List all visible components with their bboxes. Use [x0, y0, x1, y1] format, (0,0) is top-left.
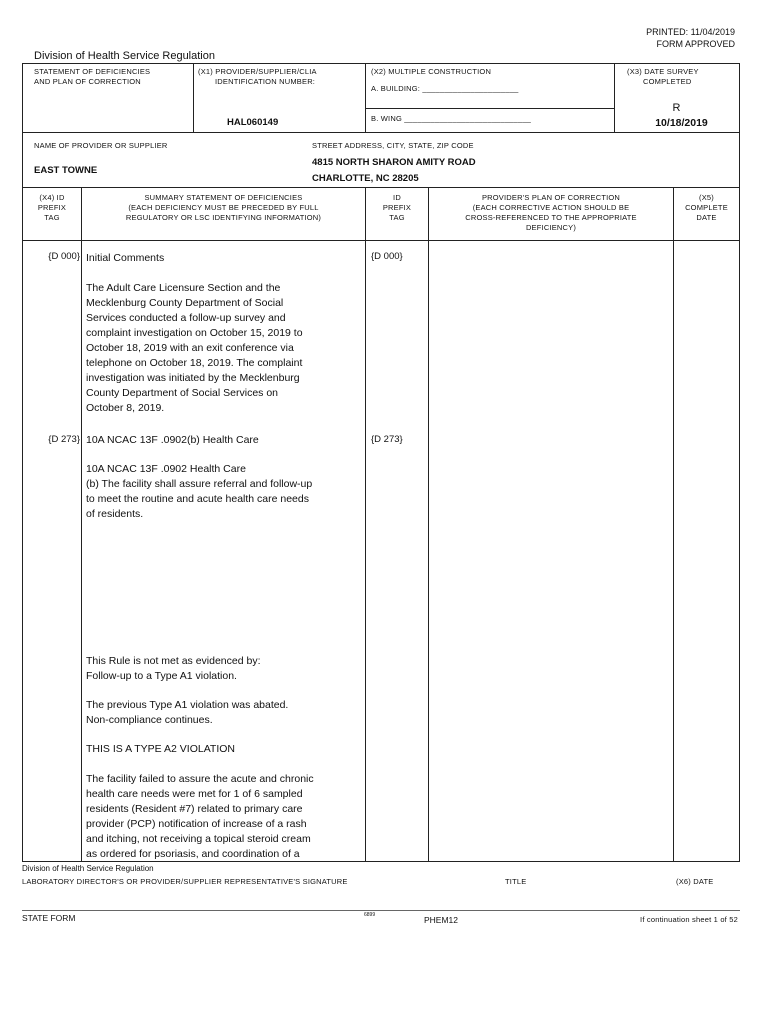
text: TAG: [44, 213, 60, 222]
divider: [193, 63, 194, 132]
provider-id: HAL060149: [227, 117, 279, 128]
text: DEFICIENCY): [525, 223, 577, 232]
text: County Department of Social Services on: [86, 387, 279, 399]
state-form-label: STATE FORM: [22, 913, 76, 923]
text: PREFIX: [37, 203, 67, 212]
text: Non-compliance continues.: [86, 714, 213, 726]
text: (X4) ID: [39, 193, 65, 202]
tag-d273: {D 273}: [48, 434, 80, 445]
tag-d000-plan: {D 000}: [371, 251, 403, 262]
text: (b) The facility shall assure referral and follow-up: [86, 478, 313, 490]
text: DATE: [696, 213, 717, 222]
x2-label: (X2) MULTIPLE CONSTRUCTION: [371, 67, 492, 76]
violation-type-line: [86, 742, 361, 757]
event-id: PHEM12: [424, 915, 459, 925]
divider: [673, 187, 674, 861]
text: This Rule is not met as evidenced by:: [86, 655, 261, 667]
provider-name: EAST TOWNE: [34, 165, 98, 176]
provider-name-label: NAME OF PROVIDER OR SUPPLIER: [34, 141, 168, 150]
x1-label-2: IDENTIFICATION NUMBER:: [215, 77, 316, 86]
text: health care needs were met for 1 of 6 sampled: [86, 788, 303, 800]
text: COMPLETE: [685, 203, 728, 212]
agency-title: Division of Health Service Regulation: [34, 50, 215, 62]
plan-header: [429, 193, 673, 233]
divider: [22, 240, 740, 241]
divider: [22, 132, 740, 133]
text: (EACH CORRECTIVE ACTION SHOULD BE: [472, 203, 630, 212]
divider: [365, 108, 614, 109]
x1-label-1: (X1) PROVIDER/SUPPLIER/CLIA: [198, 67, 317, 76]
text: Follow-up to a Type A1 violation.: [86, 670, 237, 682]
id-header: [366, 193, 428, 223]
form-approved: FORM APPROVED: [656, 39, 735, 49]
initial-comments-paragraph: [86, 281, 361, 416]
text: October 8, 2019.: [86, 402, 165, 414]
divider: [22, 910, 740, 911]
text: Mecklenburg County Department of Social: [86, 297, 284, 309]
printed-date: PRINTED: 11/04/2019: [646, 27, 735, 37]
text: 10A NCAC 13F .0902 Health Care: [86, 463, 246, 475]
text: and itching, not receiving a topical steroid cream: [86, 833, 311, 845]
divider: [365, 63, 366, 132]
abated-paragraph: [86, 698, 361, 728]
text: complaint investigation on October 15, 2019 to: [86, 327, 303, 339]
city-state-zip: CHARLOTTE, NC 28205: [312, 173, 419, 184]
text: ID: [393, 193, 401, 202]
form-left-border: [22, 63, 23, 861]
form-right-border: [739, 63, 740, 861]
text: The Adult Care Licensure Section and the: [86, 282, 281, 294]
text: CROSS-REFERENCED TO THE APPROPRIATE: [465, 213, 637, 222]
text: REGULATORY OR LSC IDENTIFYING INFORMATION): [125, 213, 322, 222]
divider: [22, 187, 740, 188]
x3-label-2: COMPLETED: [643, 77, 692, 86]
form-top-border: [22, 63, 740, 64]
signature-label: LABORATORY DIRECTOR'S OR PROVIDER/SUPPLIER REPRESENTATIVE'S SIGNATURE: [22, 877, 348, 886]
tag-d000: {D 000}: [48, 251, 80, 262]
text: residents (Resident #7) related to primary care: [86, 803, 303, 815]
wing-label: B. WING _____________________________: [371, 114, 532, 123]
text: PREFIX: [382, 203, 412, 212]
divider: [81, 187, 82, 861]
findings-paragraph: [86, 772, 361, 862]
statement-label-2: AND PLAN OF CORRECTION: [34, 77, 141, 86]
title-label: TITLE: [505, 877, 527, 886]
text: telephone on October 18, 2019. The complaint: [86, 357, 303, 369]
survey-code: R: [672, 102, 681, 114]
text: PROVIDER'S PLAN OF CORRECTION: [481, 193, 621, 202]
rule-text-paragraph: [86, 462, 361, 522]
x6-date-label: (X6) DATE: [676, 877, 714, 886]
statement-label-1: STATEMENT OF DEFICIENCIES: [34, 67, 151, 76]
text: Services conducted a follow-up survey and: [86, 312, 286, 324]
text: The previous Type A1 violation was abated.: [86, 699, 289, 711]
text: to meet the routine and acute health care needs: [86, 493, 309, 505]
divider: [428, 187, 429, 861]
text: SUMMARY STATEMENT OF DEFICIENCIES: [144, 193, 303, 202]
form-code: 6899: [364, 912, 376, 918]
text: as ordered for psoriasis, and coordination of a: [86, 848, 300, 860]
text: The facility failed to assure the acute and chronic: [86, 773, 314, 785]
divider: [365, 187, 366, 861]
building-label: A. BUILDING: ______________________: [371, 84, 519, 93]
continuation-sheet: If continuation sheet 1 of 52: [640, 915, 738, 924]
text: TAG: [389, 213, 405, 222]
text: October 18, 2019 with an exit conference via: [86, 342, 294, 354]
text: (X5): [699, 193, 714, 202]
text: provider (PCP) notification of increase of a rash: [86, 818, 307, 830]
entry-title-health-care: 10A NCAC 13F .0902(b) Health Care: [86, 434, 259, 446]
x4-header: [22, 193, 82, 223]
address-label: STREET ADDRESS, CITY, STATE, ZIP CODE: [312, 141, 474, 150]
entry-title-initial-comments: Initial Comments: [86, 252, 165, 264]
x3-label-1: (X3) DATE SURVEY: [627, 67, 699, 76]
survey-date: 10/18/2019: [655, 117, 708, 129]
text: of residents.: [86, 508, 144, 520]
x5-header: [674, 193, 739, 223]
text: investigation was initiated by the Mecklenburg: [86, 372, 300, 384]
tag-d273-plan: {D 273}: [371, 434, 403, 445]
street-address: 4815 NORTH SHARON AMITY ROAD: [312, 157, 476, 168]
text: THIS IS A TYPE A2 VIOLATION: [86, 743, 235, 755]
summary-header: [82, 193, 365, 223]
footer-agency: Division of Health Service Regulation: [22, 864, 154, 873]
text: (EACH DEFICIENCY MUST BE PRECEDED BY FULL: [128, 203, 319, 212]
rule-not-met-paragraph: [86, 654, 361, 684]
